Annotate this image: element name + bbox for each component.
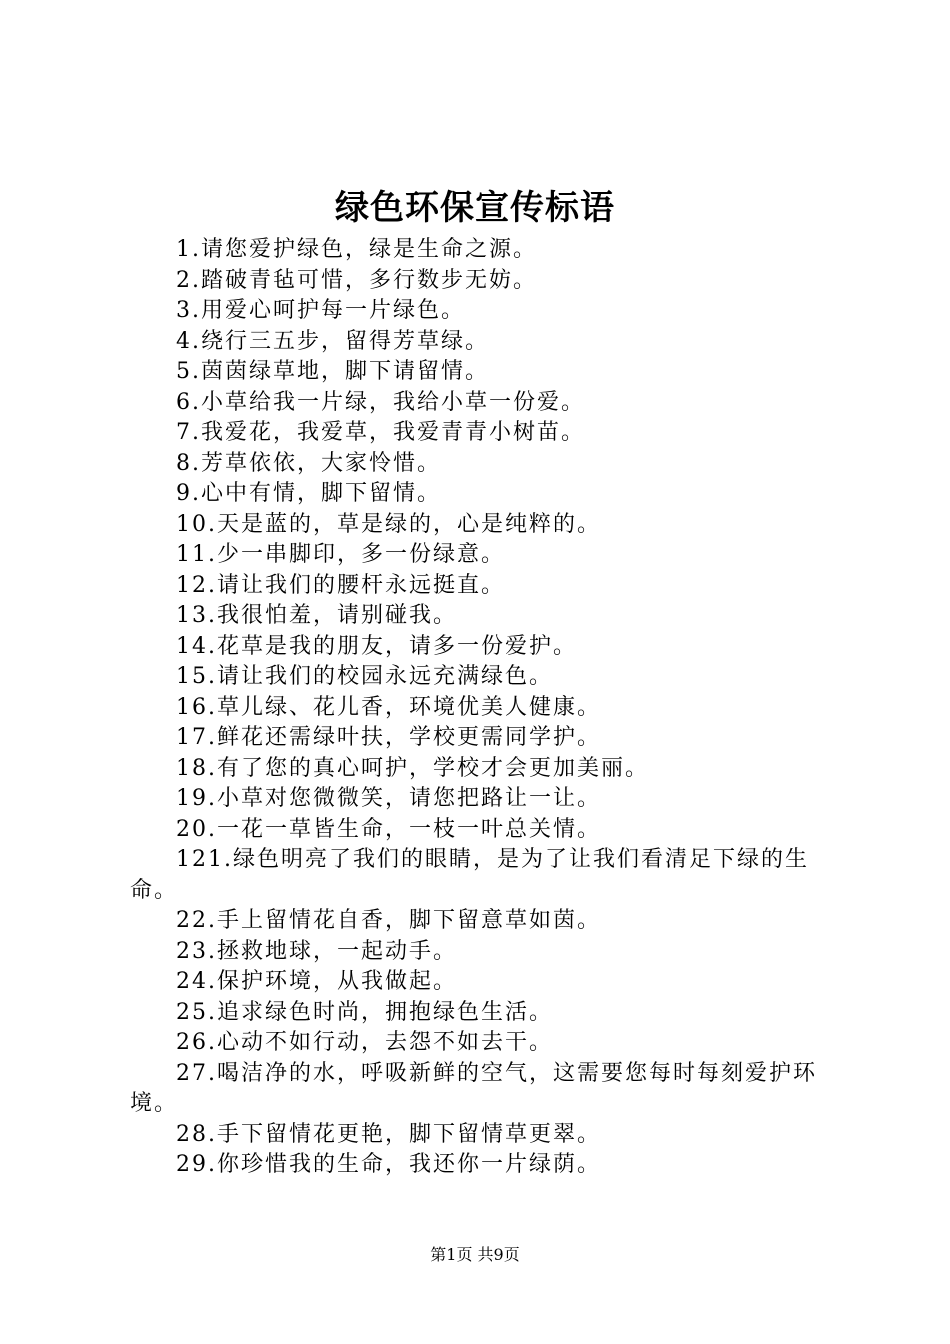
slogan-item: 5.茵茵绿草地，脚下请留情。	[176, 359, 489, 384]
slogan-item: 19.小草对您微微笑，请您把路让一让。	[176, 786, 601, 811]
page-footer: 第1页 共9页	[430, 1245, 520, 1264]
slogan-item: 18.有了您的真心呵护，学校才会更加美丽。	[176, 755, 649, 781]
slogan-item: 9.心中有情，脚下留情。	[176, 481, 441, 506]
slogan-item: 14.花草是我的朋友，请多一份爱护。	[176, 633, 577, 659]
slogan-item: 11.少一串脚印，多一份绿意。	[176, 542, 505, 567]
slogan-item: 6.小草给我一片绿，我给小草一份爱。	[176, 389, 585, 415]
slogan-item: 4.绕行三五步，留得芳草绿。	[176, 328, 489, 354]
slogan-item: 24.保护环境，从我做起。	[176, 969, 457, 994]
slogan-item: 3.用爱心呵护每一片绿色。	[176, 298, 465, 323]
slogan-item: 10.天是蓝的，草是绿的，心是纯粹的。	[176, 511, 601, 537]
slogan-item: 12.请让我们的腰杆永远挺直。	[176, 572, 505, 598]
slogan-item: 13.我很怕羞，请别碰我。	[176, 603, 457, 628]
slogan-item: 20.一花一草皆生命，一枝一叶总关情。	[176, 816, 601, 842]
slogan-item: 25.追求绿色时尚，拥抱绿色生活。	[176, 999, 553, 1025]
slogan-item: 17.鲜花还需绿叶扶，学校更需同学护。	[176, 725, 601, 750]
slogan-item: 26.心动不如行动，去怨不如去干。	[176, 1030, 553, 1055]
slogan-item: 28.手下留情花更艳，脚下留情草更翠。	[176, 1121, 601, 1147]
slogan-list	[130, 235, 835, 1181]
slogan-item: 7.我爱花，我爱草，我爱青青小树苗。	[176, 420, 585, 445]
slogan-item: 15.请让我们的校园永远充满绿色。	[176, 664, 553, 689]
slogan-item: 22.手上留情花自香，脚下留意草如茵。	[176, 908, 601, 933]
slogan-item: 16.草儿绿、花儿香，环境优美人健康。	[176, 694, 601, 720]
slogan-item: 29.你珍惜我的生命，我还你一片绿荫。	[176, 1152, 601, 1177]
slogan-item: 2.踏破青毡可惜，多行数步无妨。	[176, 267, 537, 293]
slogan-item: 27.喝洁净的水，呼吸新鲜的空气，这需要您每时每刻爱护环境。	[130, 1060, 817, 1116]
document-title: 绿色环保宣传标语	[335, 188, 615, 228]
slogan-item: 121.绿色明亮了我们的眼睛，是为了让我们看清足下绿的生命。	[130, 847, 809, 903]
slogan-item: 8.芳草依依，大家怜惜。	[176, 450, 441, 476]
slogan-item: 1.请您爱护绿色，绿是生命之源。	[176, 237, 537, 262]
slogan-item: 23.拯救地球，一起动手。	[176, 938, 457, 964]
